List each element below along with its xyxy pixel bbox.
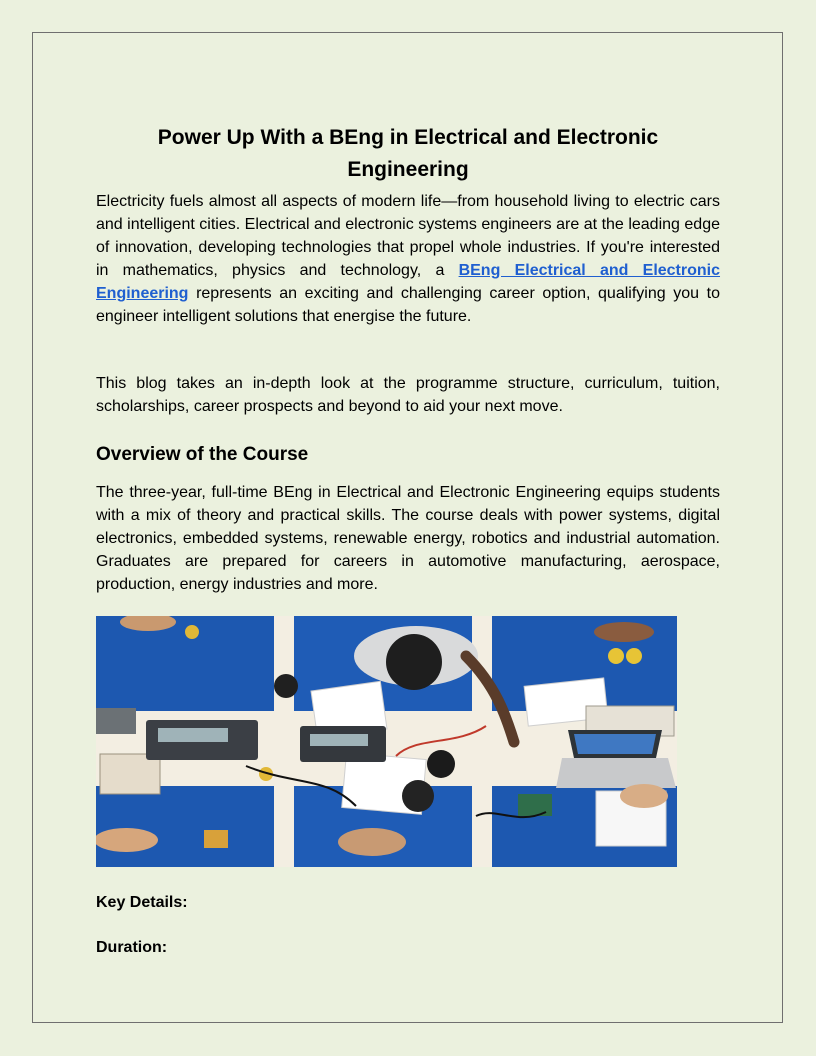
electronics-workbench-photo	[96, 616, 677, 867]
round-device-3	[402, 780, 434, 812]
blue-mat-top-left	[96, 616, 274, 711]
duration-label: Duration:	[96, 939, 168, 956]
hand-bottom-right	[620, 784, 668, 808]
intro-text-end: represents an exciting and challenging career option, qualifying you to engineer intelligent solutions that energise the future.	[96, 285, 720, 325]
blue-mat-bottom-left	[96, 786, 274, 867]
hand-top-right	[594, 622, 654, 642]
workbench-illustration	[96, 616, 677, 867]
wheel-2	[626, 648, 642, 664]
hand-bottom-center	[338, 828, 406, 856]
wheel-3	[185, 625, 199, 639]
circuit-board-3	[204, 830, 228, 848]
page-title: Power Up With a BEng in Electrical and Electronic Engineering	[157, 126, 659, 181]
overview-paragraph: The three-year, full-time BEng in Electrical and Electronic Engineering equips students with a mix of theory and practical skills. The course deals with power systems, digital electronics, embedded systems, renewable energy, robotics and industrial automation. Graduates are prepared for careers in automotive manufacturing, aerospace, production, energy industries and more.	[96, 484, 720, 593]
hand-bottom-left	[96, 828, 158, 852]
blog-intro-paragraph: This blog takes an in-depth look at the programme structure, curriculum, tuition, scholarships, career prospects and beyond to aid your next move.	[96, 375, 720, 415]
key-details-label: Key Details:	[96, 894, 188, 911]
person-head	[386, 634, 442, 690]
course-link[interactable]: BEng Electrical and Electronic Engineering	[96, 262, 721, 302]
round-device-2	[427, 750, 455, 778]
wheel-1	[608, 648, 624, 664]
instrument-box	[96, 708, 136, 734]
intro-paragraph	[96, 190, 720, 328]
laptop-screen	[574, 734, 656, 754]
round-device-1	[274, 674, 298, 698]
laptop-keyboard	[556, 758, 676, 788]
multimeter-left-display	[158, 728, 228, 742]
overview-heading: Overview of the Course	[96, 444, 309, 465]
circuit-board-1	[518, 794, 552, 816]
intro-text-start: Electricity fuels almost all aspects of modern life—from household living to electric cars and intelligent cities. Electrical and electronic systems engineers are at the leading edge of innovation, developing technologies that propel whole industries. If you're interested in mathematics, physics and technology, a	[96, 193, 720, 279]
multimeter-right-display	[310, 734, 368, 746]
